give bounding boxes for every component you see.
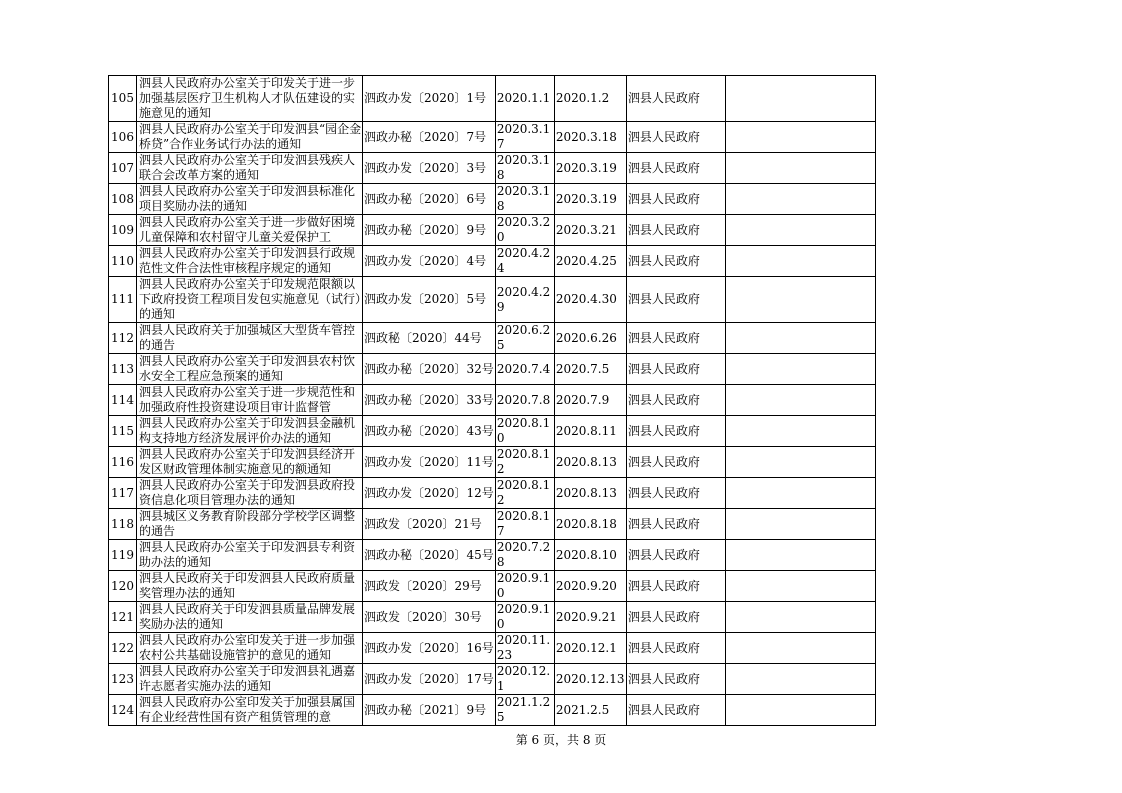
row-number: 113 [109,354,137,385]
issuing-authority: 泗县人民政府 [626,246,725,277]
issue-date: 2020.1.1 [495,76,554,122]
table-row [109,215,876,246]
table-row [109,76,876,122]
issuing-authority: 泗县人民政府 [626,571,725,602]
row-number: 118 [109,509,137,540]
document-number: 泗政办秘〔2020〕6号 [363,184,496,215]
document-number: 泗政办秘〔2020〕45号 [363,540,496,571]
table-row [109,153,876,184]
issue-date: 2021.1.25 [495,695,554,726]
row-number: 110 [109,246,137,277]
document-table [108,75,876,726]
issuing-authority: 泗县人民政府 [626,153,725,184]
document-number: 泗政办发〔2020〕5号 [363,277,496,323]
issuing-authority: 泗县人民政府 [626,215,725,246]
issue-date: 2020.7.28 [495,540,554,571]
remark-cell [725,540,875,571]
table-row [109,509,876,540]
publish-date: 2020.3.21 [554,215,626,246]
publish-date: 2020.7.5 [554,354,626,385]
document-title: 泗县人民政府办公室关于印发泗县残疾人联合会改革方案的通知 [137,153,363,184]
issue-date: 2020.9.10 [495,602,554,633]
issuing-authority: 泗县人民政府 [626,385,725,416]
table-row [109,633,876,664]
row-number: 112 [109,323,137,354]
table-row [109,695,876,726]
table-row [109,664,876,695]
issuing-authority: 泗县人民政府 [626,76,725,122]
publish-date: 2020.4.25 [554,246,626,277]
document-number: 泗政办发〔2020〕12号 [363,478,496,509]
issue-date: 2020.9.10 [495,571,554,602]
issuing-authority: 泗县人民政府 [626,416,725,447]
row-number: 111 [109,277,137,323]
document-title: 泗县人民政府办公室关于印发泗县行政规范性文件合法性审核程序规定的通知 [137,246,363,277]
table-body [109,76,876,726]
issuing-authority: 泗县人民政府 [626,633,725,664]
document-title: 泗县人民政府办公室关于印发泗县经济开发区财政管理体制实施意见的额通知 [137,447,363,478]
remark-cell [725,633,875,664]
issuing-authority: 泗县人民政府 [626,540,725,571]
document-number: 泗政办发〔2020〕11号 [363,447,496,478]
issue-date: 2020.8.17 [495,509,554,540]
issue-date: 2020.7.8 [495,385,554,416]
issuing-authority: 泗县人民政府 [626,122,725,153]
document-title: 泗县人民政府办公室关于印发泗县“园企金桥贷”合作业务试行办法的通知 [137,122,363,153]
document-title: 泗县城区义务教育阶段部分学校学区调整的通告 [137,509,363,540]
document-title: 泗县人民政府办公室关于印发泗县专利资助办法的通知 [137,540,363,571]
document-number: 泗政办发〔2020〕16号 [363,633,496,664]
table-row [109,246,876,277]
publish-date: 2020.3.18 [554,122,626,153]
publish-date: 2020.8.13 [554,447,626,478]
remark-cell [725,277,875,323]
publish-date: 2020.6.26 [554,323,626,354]
issue-date: 2020.7.4 [495,354,554,385]
table-row [109,447,876,478]
row-number: 109 [109,215,137,246]
publish-date: 2020.12.1 [554,633,626,664]
row-number: 124 [109,695,137,726]
document-number: 泗政发〔2020〕29号 [363,571,496,602]
issuing-authority: 泗县人民政府 [626,664,725,695]
document-number: 泗政办秘〔2020〕43号 [363,416,496,447]
remark-cell [725,664,875,695]
issuing-authority: 泗县人民政府 [626,323,725,354]
issue-date: 2020.8.10 [495,416,554,447]
publish-date: 2020.9.21 [554,602,626,633]
row-number: 121 [109,602,137,633]
row-number: 120 [109,571,137,602]
document-title: 泗县人民政府办公室关于印发泗县政府投资信息化项目管理办法的通知 [137,478,363,509]
document-title: 泗县人民政府关于印发泗县质量品牌发展奖励办法的通知 [137,602,363,633]
table-row [109,602,876,633]
publish-date: 2020.3.19 [554,153,626,184]
issuing-authority: 泗县人民政府 [626,695,725,726]
table-row [109,323,876,354]
table-row [109,277,876,323]
document-number: 泗政办发〔2020〕17号 [363,664,496,695]
row-number: 123 [109,664,137,695]
issue-date: 2020.3.18 [495,184,554,215]
document-number: 泗政办秘〔2020〕7号 [363,122,496,153]
issuing-authority: 泗县人民政府 [626,354,725,385]
issue-date: 2020.3.17 [495,122,554,153]
page-footer: 第 6 页，共 8 页 [515,733,607,747]
document-number: 泗政发〔2020〕21号 [363,509,496,540]
document-number: 泗政办秘〔2020〕33号 [363,385,496,416]
row-number: 116 [109,447,137,478]
document-title: 泗县人民政府关于印发泗县人民政府质量奖管理办法的通知 [137,571,363,602]
document-number: 泗政办秘〔2020〕32号 [363,354,496,385]
row-number: 108 [109,184,137,215]
document-title: 泗县人民政府办公室印发关于加强县属国有企业经营性国有资产租赁管理的意 [137,695,363,726]
remark-cell [725,323,875,354]
document-number: 泗政办发〔2020〕3号 [363,153,496,184]
publish-date: 2020.1.2 [554,76,626,122]
remark-cell [725,416,875,447]
publish-date: 2020.4.30 [554,277,626,323]
table-row [109,354,876,385]
issuing-authority: 泗县人民政府 [626,602,725,633]
row-number: 115 [109,416,137,447]
issue-date: 2020.3.18 [495,153,554,184]
publish-date: 2020.7.9 [554,385,626,416]
table-row [109,416,876,447]
issue-date: 2020.8.12 [495,447,554,478]
document-title: 泗县人民政府办公室关于印发泗县金融机构支持地方经济发展评价办法的通知 [137,416,363,447]
issue-date: 2020.8.12 [495,478,554,509]
remark-cell [725,695,875,726]
document-title: 泗县人民政府关于加强城区大型货车管控的通告 [137,323,363,354]
table-row [109,184,876,215]
document-title: 泗县人民政府办公室关于印发规范限额以下政府投资工程项目发包实施意见（试行）的通知 [137,277,363,323]
remark-cell [725,184,875,215]
remark-cell [725,354,875,385]
remark-cell [725,571,875,602]
remark-cell [725,509,875,540]
document-number: 泗政办发〔2020〕1号 [363,76,496,122]
row-number: 122 [109,633,137,664]
issue-date: 2020.6.25 [495,323,554,354]
table-row [109,478,876,509]
table-row [109,122,876,153]
document-title: 泗县人民政府办公室关于进一步规范性和加强政府性投资建设项目审计监督管 [137,385,363,416]
document-title: 泗县人民政府办公室关于印发关于进一步加强基层医疗卫生机构人才队伍建设的实施意见的通知 [137,76,363,122]
remark-cell [725,215,875,246]
row-number: 107 [109,153,137,184]
document-title: 泗县人民政府办公室关于印发泗县标准化项目奖励办法的通知 [137,184,363,215]
row-number: 119 [109,540,137,571]
issue-date: 2020.3.20 [495,215,554,246]
document-number: 泗政发〔2020〕30号 [363,602,496,633]
table-row [109,540,876,571]
row-number: 106 [109,122,137,153]
document-number: 泗政办发〔2020〕4号 [363,246,496,277]
publish-date: 2020.3.19 [554,184,626,215]
document-number: 泗政办秘〔2020〕9号 [363,215,496,246]
issuing-authority: 泗县人民政府 [626,509,725,540]
issue-date: 2020.11.23 [495,633,554,664]
publish-date: 2020.9.20 [554,571,626,602]
remark-cell [725,246,875,277]
issuing-authority: 泗县人民政府 [626,447,725,478]
table-row [109,571,876,602]
remark-cell [725,122,875,153]
publish-date: 2020.8.13 [554,478,626,509]
issuing-authority: 泗县人民政府 [626,478,725,509]
document-number: 泗政秘〔2020〕44号 [363,323,496,354]
document-title: 泗县人民政府办公室印发关于进一步加强农村公共基础设施管护的意见的通知 [137,633,363,664]
publish-date: 2020.8.11 [554,416,626,447]
row-number: 105 [109,76,137,122]
remark-cell [725,602,875,633]
remark-cell [725,447,875,478]
remark-cell [725,153,875,184]
remark-cell [725,385,875,416]
publish-date: 2021.2.5 [554,695,626,726]
row-number: 114 [109,385,137,416]
publish-date: 2020.12.13 [554,664,626,695]
document-title: 泗县人民政府办公室关于印发泗县礼遇嘉许志愿者实施办法的通知 [137,664,363,695]
issue-date: 2020.4.24 [495,246,554,277]
document-title: 泗县人民政府办公室关于进一步做好困境儿童保障和农村留守儿童关爱保护工 [137,215,363,246]
document-number: 泗政办秘〔2021〕9号 [363,695,496,726]
publish-date: 2020.8.18 [554,509,626,540]
table-row [109,385,876,416]
issue-date: 2020.4.29 [495,277,554,323]
publish-date: 2020.8.10 [554,540,626,571]
issue-date: 2020.12.1 [495,664,554,695]
remark-cell [725,76,875,122]
remark-cell [725,478,875,509]
issuing-authority: 泗县人民政府 [626,277,725,323]
document-title: 泗县人民政府办公室关于印发泗县农村饮水安全工程应急预案的通知 [137,354,363,385]
row-number: 117 [109,478,137,509]
issuing-authority: 泗县人民政府 [626,184,725,215]
